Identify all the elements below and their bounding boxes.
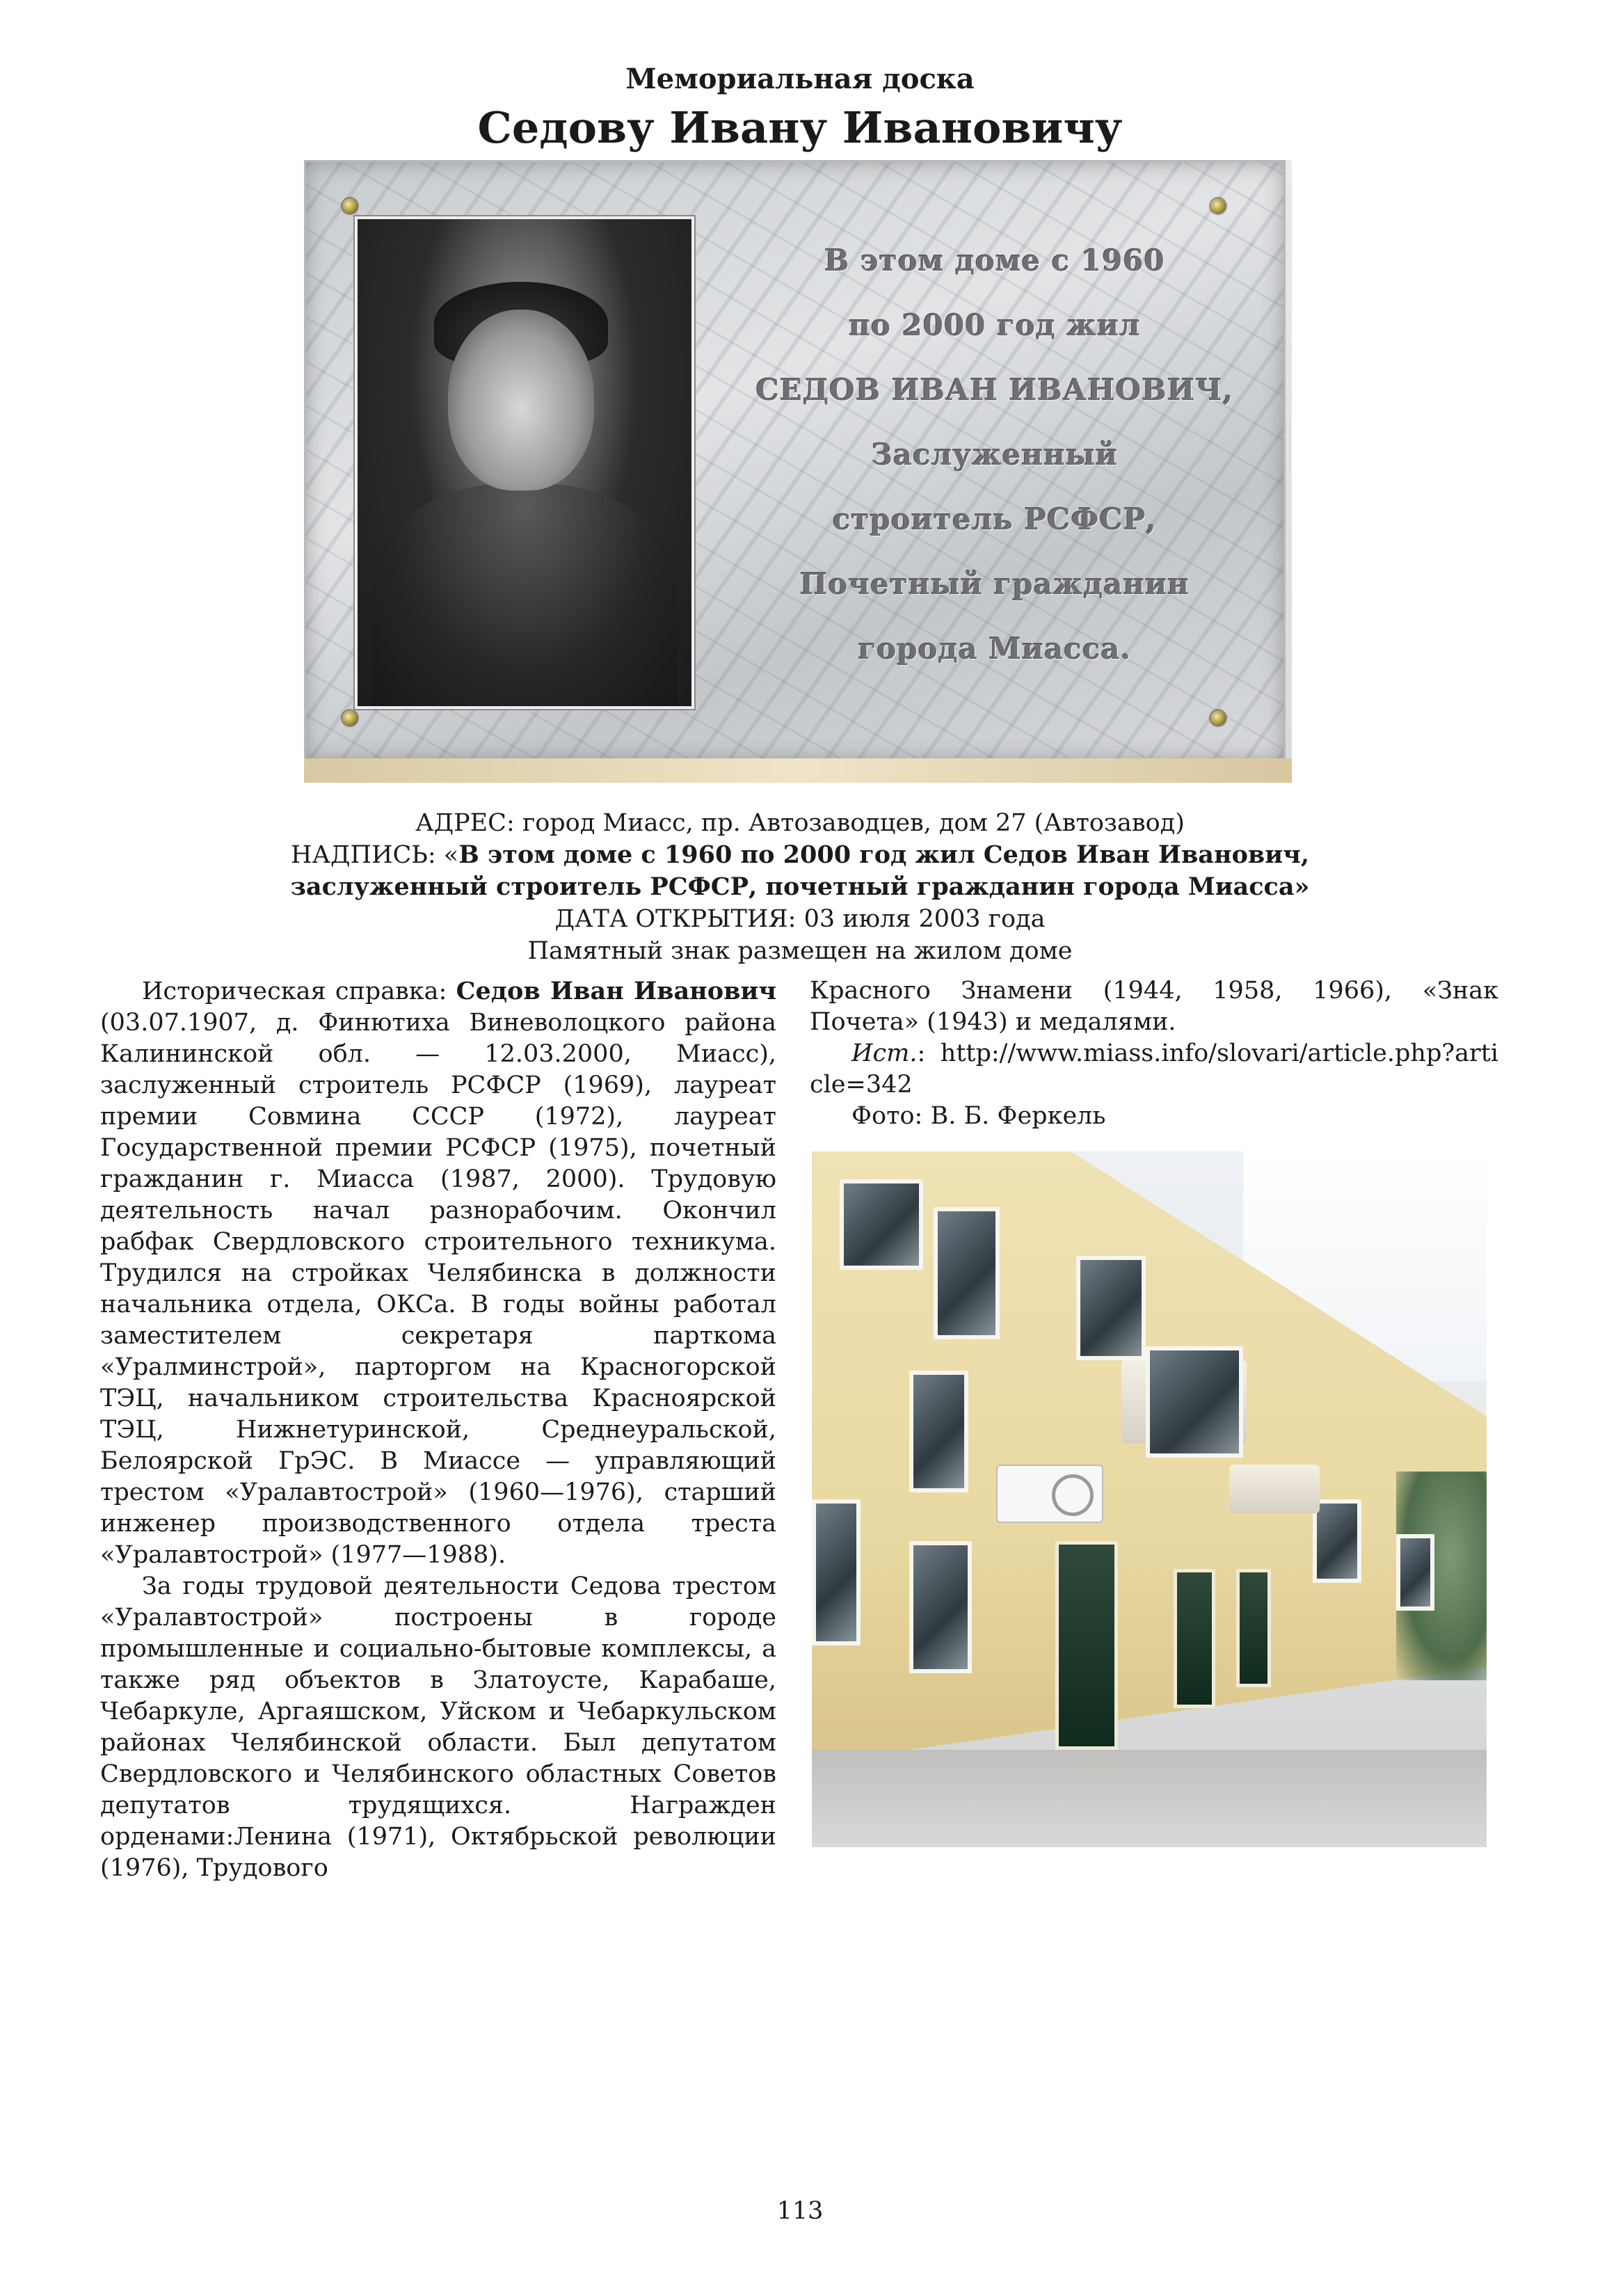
portrait-coat — [371, 484, 678, 706]
article-column-right — [810, 975, 1498, 1132]
window — [909, 1371, 968, 1492]
source-label: Ист. — [851, 1039, 918, 1067]
air-conditioner — [996, 1465, 1103, 1523]
engraving-line: Почетный гражданин — [799, 567, 1190, 601]
portrait-image — [355, 216, 694, 709]
window — [840, 1179, 923, 1270]
portrait-face — [448, 310, 594, 491]
plaque-caption — [0, 807, 1600, 967]
screw-icon — [1210, 710, 1226, 726]
window — [812, 1499, 861, 1645]
engraving-line: города Миасса. — [858, 632, 1132, 666]
source-url: http://www.miass.info/slovari/article.php?article=342 — [810, 1039, 1498, 1099]
article-paragraph-1 — [100, 975, 776, 1571]
article-paragraph-1-text: (03.07.1907, д. Финютиха Виневолоцкого района Калининской обл. — 12.03.2000, Миасс), заслуженный строитель РСФСР (1969), лауреат премии Совмина СССР (1972), лауреат Государственной премии РСФСР (1975), почетный гражданин г. Миасса (1987, 2000). Трудовую деятельность начал разнорабочим. Окончил рабфак Свердловского строительного техникума. Трудился на стройках Челябинска в должности начальника отдела, ОКСа. В годы войны работал заместителем секретаря парткома «Уралминстрой», парторгом на Красногорской ТЭЦ, начальником строительства Красноярской ТЭЦ, Нижнетуринской, Среднеуральской, Белоярской ГрЭС. В Миассе — управляющий трестом «Уралавтострой» (1960—1976), старший инженер производственного отдела треста «Уралавтострой» (1977—1988). — [100, 1009, 776, 1569]
sidewalk — [812, 1750, 1487, 1847]
memorial-plaque-photo — [304, 160, 1292, 783]
inscription-line-2 — [0, 871, 1600, 903]
window — [934, 1207, 1000, 1339]
shop-door — [1236, 1569, 1271, 1687]
engraving-line: строитель РСФСР, — [832, 502, 1158, 536]
screw-icon — [342, 198, 358, 214]
address-line: АДРЕС: город Миасс, пр. Автозаводцев, дом 27 (Автозавод) — [415, 809, 1185, 837]
plaque-base — [304, 758, 1292, 783]
engraving-line: СЕДОВ ИВАН ИВАНОВИЧ, — [755, 373, 1234, 407]
balcony-glazing — [1146, 1346, 1243, 1458]
shop-door — [1174, 1569, 1215, 1708]
balcony — [1229, 1465, 1320, 1513]
building-photo — [812, 1151, 1487, 1847]
inscription-text-1: В этом доме с 1960 по 2000 год жил Седов Иван Иванович, — [458, 840, 1310, 869]
window — [1396, 1534, 1434, 1611]
screw-icon — [1210, 198, 1226, 214]
placement-line: Памятный знак размещен на жилом доме — [527, 937, 1073, 965]
screw-icon — [342, 710, 358, 726]
article-label: Историческая справка: — [142, 978, 456, 1005]
window — [909, 1541, 972, 1673]
article-column-left — [100, 975, 776, 1884]
source-separator: : — [917, 1039, 941, 1067]
page-number: 113 — [776, 2197, 824, 2225]
shop-door — [1055, 1541, 1118, 1750]
page-title: Седову Ивану Ивановичу — [477, 102, 1123, 153]
article-person-name: Седов Иван Иванович — [456, 977, 777, 1005]
source-reference — [810, 1038, 1498, 1101]
page-header — [0, 61, 1600, 156]
engraving-line: Заслуженный — [871, 438, 1119, 472]
opening-date-line: ДАТА ОТКРЫТИЯ: 03 июля 2003 года — [554, 905, 1046, 933]
plaque-engraving — [717, 228, 1273, 681]
inscription-label: НАДПИСЬ: « — [290, 841, 459, 869]
engraving-line: по 2000 год жил — [849, 308, 1141, 342]
inscription-text-2: заслуженный строитель РСФСР, почетный гражданин города Миасса» — [290, 872, 1310, 901]
inscription-line-1 — [0, 839, 1600, 871]
header-kicker: Мемориальная доска — [625, 63, 975, 95]
engraving-line: В этом доме с 1960 — [824, 244, 1165, 278]
window — [1313, 1499, 1361, 1583]
article-paragraph-2-continued: Красного Знамени (1944, 1958, 1966), «Знак Почета» (1943) и медалями. — [810, 977, 1498, 1036]
window — [1076, 1256, 1146, 1360]
article-paragraph-2: За годы трудовой деятельности Седова трестом «Уралавтострой» построены в городе промышленные и социально-бытовые комплексы, а также ряд объектов в Златоусте, Карабаше, Чебаркуле, Аргаяшском, Уйском и Чебаркульском районах Челябинской области. Был депутатом Свердловского и Челябинского областных Советов депутатов трудящихся. Награжден орденами:Ленина (1971), Октябрьской революции (1976), Трудового — [100, 1572, 776, 1882]
plaque-marble-face — [304, 160, 1286, 763]
photo-credit: Фото: В. Б. Феркель — [851, 1102, 1106, 1130]
